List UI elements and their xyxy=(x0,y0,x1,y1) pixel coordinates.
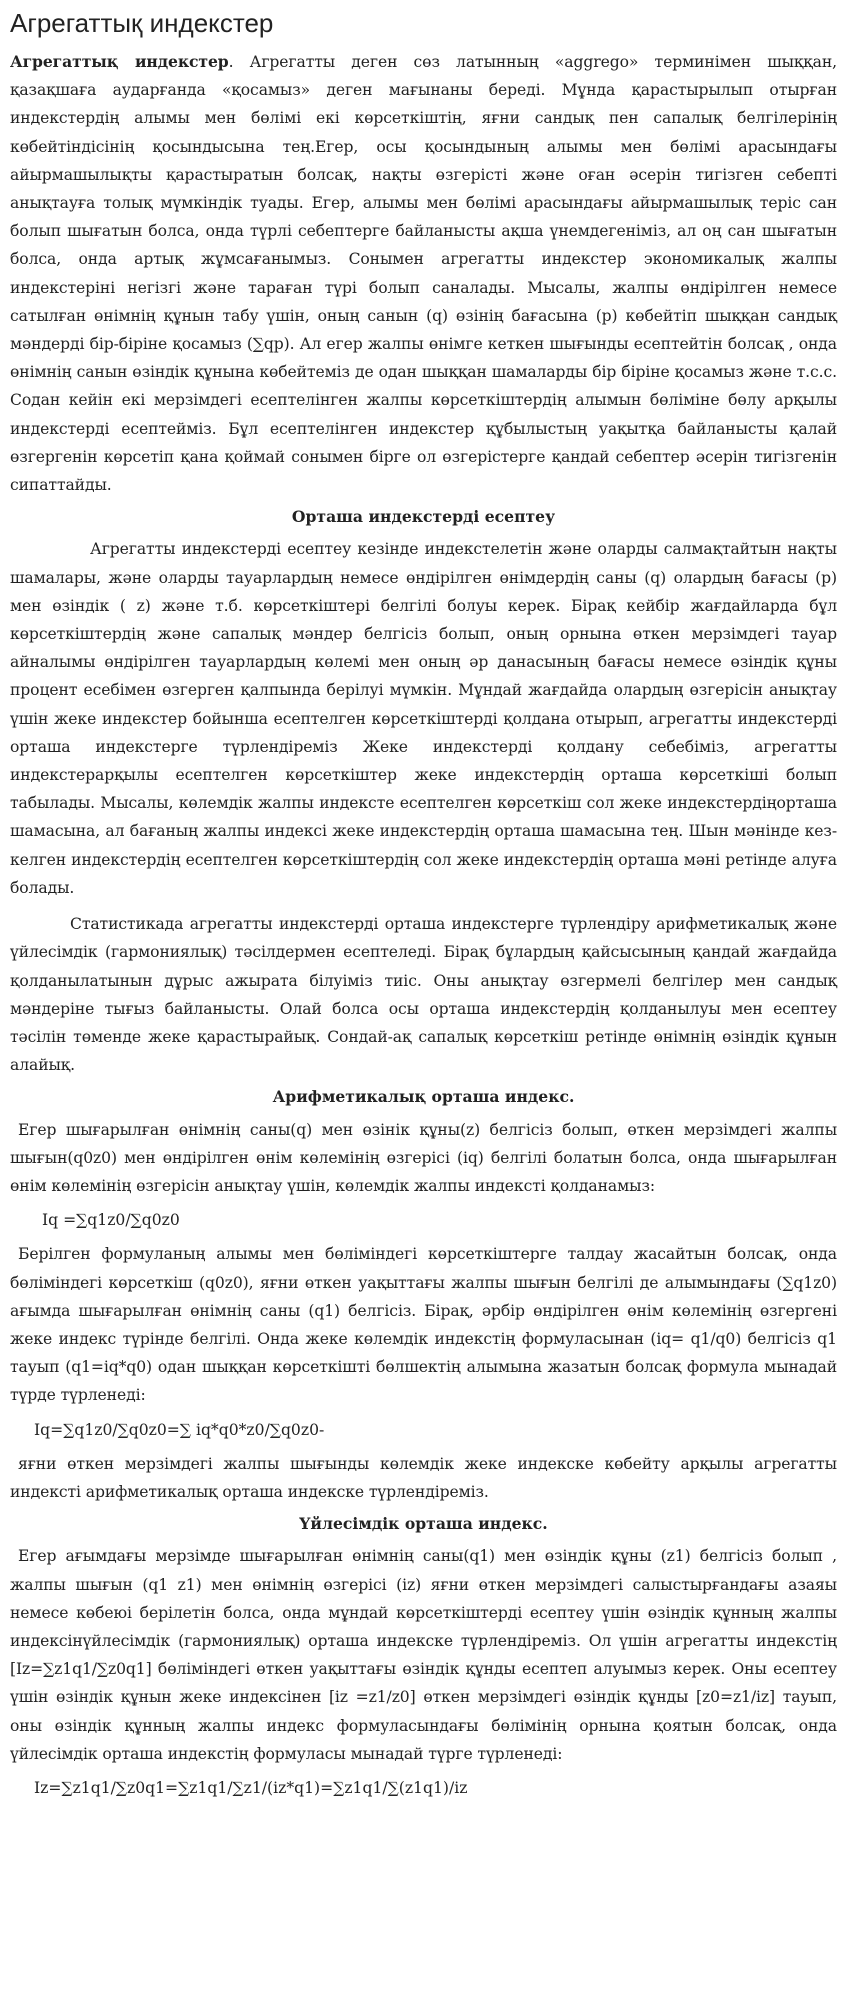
formula-harmonic-index: Iz=∑z1q1/∑z0q1=∑z1q1/∑z1/(iz*q1)=∑z1q1/∑(z1q1)/iz xyxy=(34,1778,468,1797)
formula-volume-index: Iq =∑q1z0/∑q0z0 xyxy=(42,1211,180,1230)
page-title: Агрегаттық индекстер xyxy=(10,8,274,38)
intro-text: . Агрегатты деген сөз латынның «aggrego» терминімен шыққан, қазақшаға аударғанда «қосамыз» деген мағынаны береді. Мұнда қарастырылып отырған индекстердің алымы мен бөлімі екі көрсеткіштің, яғни сандық пен сапалық белгілерінің көбейтіндісінің қосындысына тең.Егер, осы қосындының алымы мен бөлімі арасындағы айырмашылықты қарастыратын болсақ, нақты өзгерісті және оған әсерін тигізген себепті анықтауға толық мүмкіндік туады. Егер, алымы мен бөлімі арасындағы айырмашылық теріс сан болып шығатын болса, онда түрлі себептерге байланысты ақша үнемдегеніміз, ал оң сан шығатын болса, онда артық жұмсағанымыз. Сонымен агрегатты индекстер экономикалық жалпы индекстеріні негізгі және тараған түрі болып саналады. Мысалы, жалпы өндірілген немесе сатылған өнімнің құнын табу үшін, оның санын (q) өзінің бағасына (p) көбейтіп шыққан сандық мәндерді бір-біріне қосамыз (∑qp). Ал егер жалпы өнімге кеткен шығынды есептейтін болсақ , онда өнімнің санын өзіндік құнына көбейтеміз де одан шыққан шамаларды бір біріне қосамыз және т.с.с. Содан кейін екі мерзімдегі есептелінген жалпы көрсеткіштердің алымын бөліміне бөлу арқылы индекстерді есептейміз. Бұл есептелінген индекстер құбылыстың уақытқа байланысты қалай өзгергенін көрсетіп қана қоймай сонымен бірге ол өзгерістерге қандай себептер әсерін тигізгенін сипаттайды. xyxy=(10,53,837,495)
section2-paragraph-2: Берілген формуланың алымы мен бөліміндегі көрсеткіштерге талдау жасайтын болсақ, онда бөліміндегі көрсеткіш (q0z0), яғни өткен уақыттағы жалпы шығын белгілі де алымындағы (∑q1z0) ағымда шығарылған өнімнің саны (q1) белгісіз. Бірақ, әрбір өндірілген өнім көлемінің өзгергені жеке индекс түрінде белгілі. Онда жеке көлемдік индекстің формуласынан (iq= q1/q0) белгісіз q1 тауып (q1=iq*q0) одан шыққан көрсеткішті бөлшектің алымына жазатын болсақ формула мынадай түрде түрленеді: xyxy=(10,1245,837,1405)
section2-paragraph-1: Егер шығарылған өнімнің саны(q) мен өзінік құны(z) белгісіз болып, өткен мерзімдегі жалпы шығын(q0z0) мен өндірілген өнім көлемінің өзгерісі (iq) белгілі болатын болса, онда шығарылған өнім көлемінің өзгерісін анықтау үшін, көлемдік жалпы индексті қолданамыз: xyxy=(10,1120,837,1195)
section-heading-arithmetic-index: Арифметикалық орташа индекс. xyxy=(272,1087,575,1107)
section-heading-harmonic-index: Үйлесімдік орташа индекс. xyxy=(299,1514,548,1534)
section3-paragraph-1: Егер ағымдағы мерзімде шығарылған өнімнің саны(q1) мен өзіндік құны (z1) белгісіз болып , жалпы шығын (q1 z1) мен өнімнің өзгерісі (iz) яғни өткен мерзімдегі салыстырғандағы азаяы немесе көбеюі берілетін болса, онда мұндай көрсеткіштерді есептеу үшін өзіндік құнның жалпы индексінүйлесімдік (гармониялық) орташа индекске түрлендіреміз. Ол үшін агрегатты индекстің [Iz=∑z1q1/∑z0q1] бөліміндегі өткен уақыттағы өзіндік құнды есептеп алуымыз керек. Оны есептеу үшін өзіндік құнын жеке индексінен [iz =z1/z0] өткен мерзімдегі өзіндік құнды [z0=z1/iz] тауып, оны өзіндік құнның жалпы индекс формуласындағы бөлімінің орнына қоятын болсақ, онда үйлесімдік орташа индекстің формуласы мынадай түрге түрленеді: xyxy=(10,1547,837,1763)
intro-paragraph xyxy=(10,48,837,499)
section1-paragraph-2: Статистикада агрегатты индекстерді орташа индекстерге түрлендіру арифметикалық және үйлесімдік (гармониялық) тәсілдермен есептеледі. Бірақ бұлардың қайсысының қандай жағдайда қолданылатынын дұрыс ажырата білуіміз тиіс. Оны анықтау өзгермелі белгілер мен сандық мәндеріне тығыз байланысты. Олай болса осы орташа индекстердің қолданылуы мен есептеу тәсілін төменде жеке қарастырайық. Сондай-ақ сапалық көрсеткіш ретінде өнімнің өзіндік құнын алайық. xyxy=(10,915,837,1075)
section2-paragraph-3: яғни өткен мерзімдегі жалпы шығынды көлемдік жеке индекске көбейту арқылы агрегатты индексті арифметикалық орташа индекске түрлендіреміз. xyxy=(10,1454,837,1501)
section-heading-average-indices: Орташа индекстерді есептеу xyxy=(291,507,556,527)
intro-lead-term: Агрегаттық индекстер xyxy=(10,52,229,71)
section1-paragraph-1: Агрегатты индекстерді есептеу кезінде индекстелетін және оларды салмақтайтын нақты шамалары, және оларды тауарлардың немесе өндірілген өнімдердің саны (q) олардың бағасы (p) мен өзіндік ( z) және т.б. көрсеткіштері белгілі болуы керек. Бірақ кейбір жағдайларда бұл көрсеткіштердің және сапалық мәндер белгісіз болып, оның орнына өткен мерзімдегі тауар айналымы өндірілген тауарлардың көлемі мен оның әр данасының бағасы немесе өзіндік құны процент есебімен өзгерген қалпында берілуі мүмкін. Мұндай жағдайда олардың өзгерісін анықтау үшін жеке индекстер бойынша есептелген көрсеткіштерді қолдана отырып, агрегатты индекстерді орташа индекстерге түрлендіреміз Жеке индекстерді қолдану себебіміз, агрегатты индекстерарқылы есептелген көрсеткіштер жеке индекстердің орташа көрсеткіші болып табылады. Мысалы, көлемдік жалпы индексте есептелген көрсеткіш сол жеке индекстердіңорташа шамасына, ал бағаның жалпы индексі жеке индекстердің орташа шамасына тең. Шын мәнінде кез-келген индекстердің есептелген көрсеткіштердің сол жеке индекстердің орташа мәні ретінде алуға болады. xyxy=(10,540,837,897)
formula-arithmetic-index: Iq=∑q1z0/∑q0z0=∑ iq*q0*z0/∑q0z0- xyxy=(34,1420,325,1439)
